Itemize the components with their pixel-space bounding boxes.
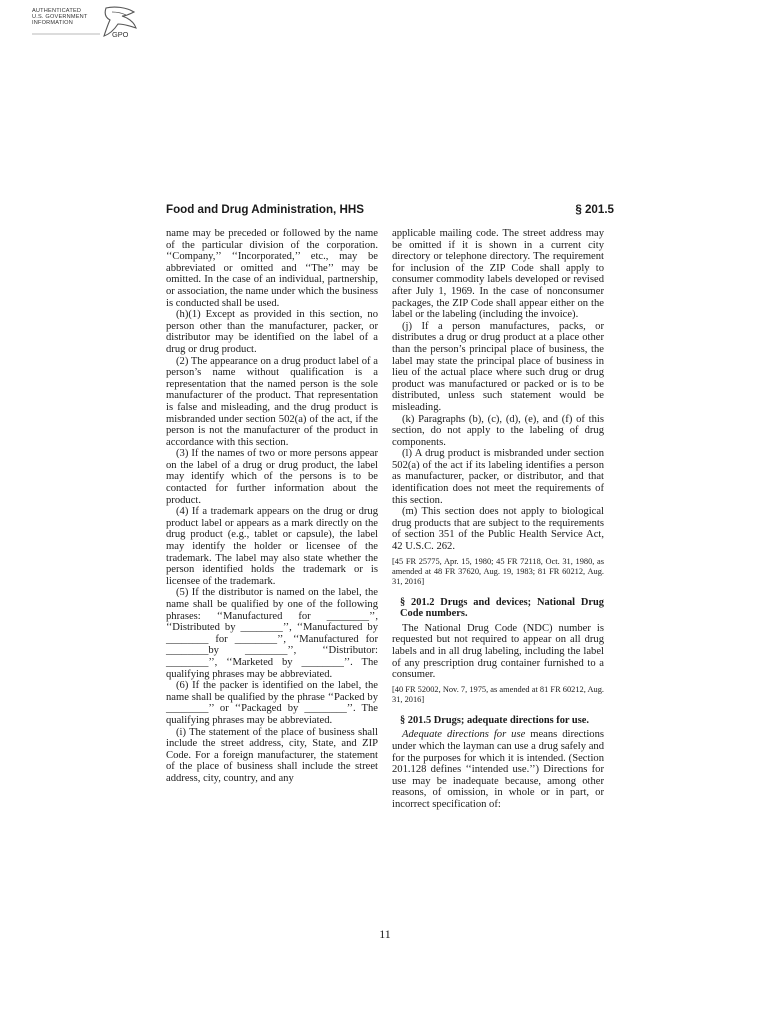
defined-term: Adequate directions for use <box>402 729 526 741</box>
paragraph-h1: (h)(1) Except as provided in this section, no person other than the manufacturer, packer, or distributor may be identified on the label of a drug or drug product. <box>166 309 378 355</box>
section-heading-201-5: § 201.5 Drugs; adequate directions for use. <box>400 714 589 726</box>
definition-text: means directions under which the layman can use a drug safely and for the purposes for which it is intended. (Section 201.128 defines ‘‘intended use.’’) Directions for use may be inadequate because, among other reasons, of omission, in whole or in part, or incorrect specification of: <box>392 729 604 810</box>
source-citation-201-1: [45 FR 25775, Apr. 15, 1980; 45 FR 72118, Oct. 31, 1980, as amended at 48 FR 37620, Aug. 19, 1983; 81 FR 60212, Aug. 31, 2016] <box>392 556 604 586</box>
gpo-authentication-seal <box>30 4 142 42</box>
running-head <box>166 203 614 219</box>
section-heading-201-2: § 201.2 Drugs and devices; National Drug Code numbers. <box>400 596 604 620</box>
agency-heading: Food and Drug Administration, HHS <box>166 203 364 216</box>
paragraph-201-2: The National Drug Code (NDC) number is requested but not required to appear on all drug labels and in all drug labeling, including the label of any prescription drug container furnished to a consumer. <box>392 622 604 681</box>
paragraph-continuation: name may be preceded or followed by the name of the particular division of the corporation. ‘‘Company,’’ ‘‘Incorporated,’’ etc., may be abbreviated or omitted and ‘‘The’’ may be omitted. In the case of an individual, partnership, or association, the name under which the business is conducted shall be used. <box>166 228 378 309</box>
paragraph-j: (j) If a person manufactures, packs, or distributes a drug or drug product at a place other than the person’s principal place of business, the label may state the principal place of business in lieu of the actual place where such drug or drug product was manufactured or packed or is to be distributed, unless such statement would be misleading. <box>392 320 604 413</box>
paragraph-h5: (5) If the distributor is named on the label, the name shall be qualified by one of the following phrases: ‘‘Manufactured for ________’’, ‘‘Distributed by ________’’, ‘‘Manufactured by ________ for ________’’, ‘‘Manufactured for ________by ________’’, ‘‘Distributor: ________’’, ‘‘Marketed by ________’’. The qualifying phrases may be abbreviated. <box>166 587 378 680</box>
section-range-heading: § 201.5 <box>575 203 614 216</box>
paragraph-k: (k) Paragraphs (b), (c), (d), (e), and (f) of this section, do not apply to the labeling of drug components. <box>392 413 604 448</box>
paragraph-m: (m) This section does not apply to biological drug products that are subject to the requirements of section 351 of the Public Health Service Act, 42 U.S.C. 262. <box>392 506 604 553</box>
left-column <box>166 228 378 785</box>
seal-line-3: INFORMATION <box>32 20 73 26</box>
paragraph-h2: (2) The appearance on a drug product label of a person’s name without qualification is a representation that the named person is the sole manufacturer of the product. That representation is false and misleading, and the drug product is misbranded under section 502(a) of the act, if the person is not the manufacturer of the product in accordance with this section. <box>166 355 378 448</box>
seal-gpo-mark: GPO <box>112 30 129 39</box>
paragraph-201-5 <box>392 729 604 810</box>
seal-line-2: U.S. GOVERNMENT <box>32 14 88 20</box>
seal-line-1: AUTHENTICATED <box>32 8 82 14</box>
page-number: 11 <box>379 927 391 941</box>
paragraph-l: (l) A drug product is misbranded under section 502(a) of the act if its labeling identifies a person as manufacturer, packer, or distributor, and that identification does not meet the requirements of this section. <box>392 448 604 506</box>
paragraph-i: (i) The statement of the place of business shall include the street address, city, State, and ZIP Code. For a foreign manufacturer, the statement of the place of business shall include the street address, city, country, and any <box>166 726 378 784</box>
paragraph-h4: (4) If a trademark appears on the drug or drug product label or appears as a mark directly on the drug product (e.g., tablet or capsule), the label may identify the holder or licensee of the trademark. The label may also state whether the person identified holds the trademark or is licensee of the trademark. <box>166 506 378 587</box>
right-column <box>392 228 604 811</box>
paragraph-h3: (3) If the names of two or more persons appear on the label of a drug or drug product, the label may identify which of the persons is to be contacted for further information about the product. <box>166 448 378 506</box>
source-citation-201-2: [40 FR 52002, Nov. 7, 1975, as amended at 81 FR 60212, Aug. 31, 2016] <box>392 684 604 704</box>
paragraph-h6: (6) If the packer is identified on the label, the name shall be qualified by the phrase ‘‘Packed by ________’’ or ‘‘Packaged by ________’’. The qualifying phrases may be abbreviated. <box>166 680 378 726</box>
paragraph-i-continued: applicable mailing code. The street address may be omitted if it is shown in a current city directory or telephone directory. The requirement for inclusion of the ZIP Code shall apply to consumer commodity labels developed or revised after July 1, 1969. In the case of nonconsumer packages, the ZIP Code shall appear either on the label or the labeling (including the invoice). <box>392 228 604 321</box>
